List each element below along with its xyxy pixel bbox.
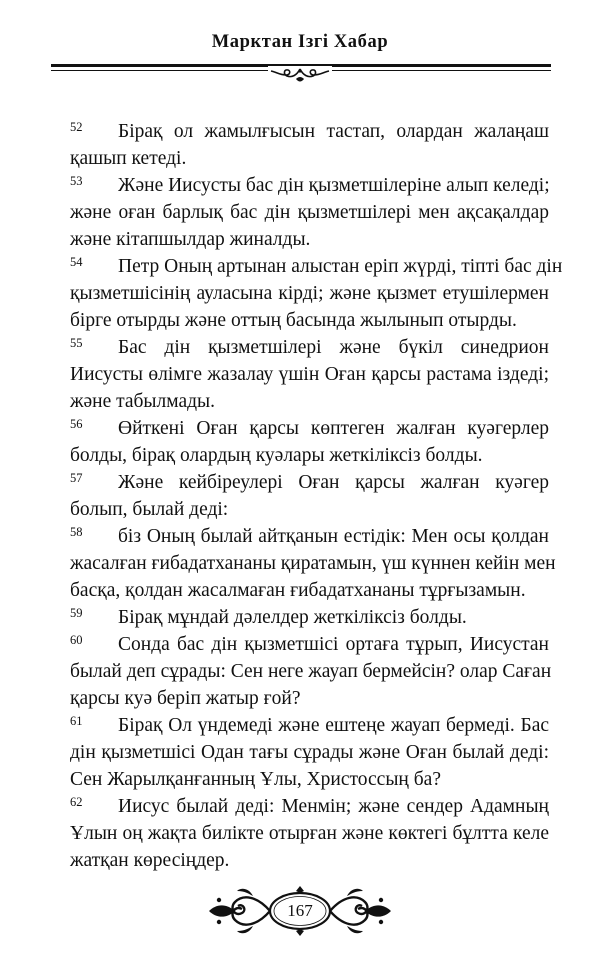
verse-line xyxy=(52,550,556,577)
verse-line-text: және оған барлық бас дін қызметшілері мен ақсақалдар xyxy=(70,202,549,223)
verse-line xyxy=(52,658,552,685)
verse-55 xyxy=(52,334,549,415)
verse-line-text: Өйткені Оған қарсы көптеген жалған куәгерлер xyxy=(118,418,549,439)
verse-line-text: қашып кетеді. xyxy=(70,148,187,169)
verse-line-text: Иисус былай деді: Менмін; және сендер Адамның xyxy=(118,796,549,817)
verse-number: 62 xyxy=(70,795,83,809)
verse-line-text: Бас дін қызметшілері және бүкіл синедрион xyxy=(118,337,549,358)
verse-line xyxy=(52,253,563,280)
verse-line-text: былай деп сұрады: Сен неге жауап бермейсін? олар Саған xyxy=(70,661,552,682)
verse-line xyxy=(52,442,549,469)
verse-56 xyxy=(52,415,549,469)
verse-line-text: Ұлын оң жақта билікте отырған және көктегі бұлтта келе xyxy=(70,823,549,844)
verse-line-text: Сонда бас дін қызметшісі ортаға тұрып, Иисустан xyxy=(118,634,549,655)
verse-line-text: қарсы куә беріп жатыр ғой? xyxy=(70,688,301,709)
verse-line xyxy=(52,712,549,739)
verse-line xyxy=(52,847,549,874)
verse-60 xyxy=(52,631,552,712)
verse-line xyxy=(52,469,549,496)
verse-number: 56 xyxy=(70,417,83,431)
verse-57 xyxy=(52,469,549,523)
verse-line xyxy=(52,334,549,361)
verse-line xyxy=(52,604,549,631)
verse-line xyxy=(52,226,549,253)
verse-line-text: Және Иисусты бас дін қызметшілеріне алып келеді; xyxy=(118,175,550,196)
verse-line xyxy=(52,118,549,145)
verse-line xyxy=(52,766,549,793)
verse-line xyxy=(52,577,549,604)
verse-number: 59 xyxy=(70,606,83,620)
verse-line xyxy=(52,172,549,199)
verse-line-text: болды, бірақ олардың куәлары жеткіліксіз болды. xyxy=(70,445,483,466)
running-title: Марктан Ізгі Хабар xyxy=(211,32,389,52)
verse-61 xyxy=(52,712,549,793)
verse-line xyxy=(52,793,549,820)
verse-line xyxy=(52,145,549,172)
verse-line xyxy=(52,496,549,523)
verse-line-text: және кітапшылдар жиналды. xyxy=(70,229,311,250)
verse-line xyxy=(52,199,549,226)
verse-line-text: Иисусты өлімге жазалау үшін Оған қарсы растама іздеді; xyxy=(70,364,549,385)
verse-number: 57 xyxy=(70,471,83,485)
verse-line xyxy=(52,415,549,442)
verse-58 xyxy=(52,523,556,604)
verse-number: 55 xyxy=(70,336,83,350)
verse-line-text: Петр Оның артынан алыстан еріп жүрді, тіпті бас дін xyxy=(118,256,563,277)
verse-62 xyxy=(52,793,549,874)
header-flourish-icon xyxy=(268,66,332,86)
verse-59 xyxy=(52,604,549,631)
verse-53 xyxy=(52,172,549,253)
verse-line-text: және табылмады. xyxy=(70,391,216,412)
verse-line xyxy=(52,685,549,712)
verse-line-text: жатқан көресіңдер. xyxy=(70,850,230,871)
verse-number: 52 xyxy=(70,120,83,134)
verse-line-text: біз Оның былай айтқанын естідік: Мен осы қолдан xyxy=(118,526,549,547)
verse-52 xyxy=(52,118,549,172)
verse-line-text: Бірақ Ол үндемеді және ештеңе жауап бермеді. Бас xyxy=(118,715,549,736)
verse-line xyxy=(52,523,549,550)
verse-line-text: Және кейбіреулері Оған қарсы жалған куәгер xyxy=(118,472,549,493)
verse-line xyxy=(52,820,549,847)
verse-line xyxy=(52,631,549,658)
verse-number: 53 xyxy=(70,174,83,188)
verse-line-text: басқа, қолдан жасалмаған ғибадатхананы тұрғызамын. xyxy=(70,580,526,601)
verse-text-block xyxy=(52,118,563,874)
verse-number: 61 xyxy=(70,714,83,728)
verse-line-text: дін қызметшісі Одан тағы сұрады және Оған былай деді: xyxy=(70,742,549,763)
verse-line-text: болып, былай деді: xyxy=(70,499,229,520)
verse-line-text: жасалған ғибадатхананы қиратамын, үш күннен кейін мен xyxy=(70,553,556,574)
verse-number: 60 xyxy=(70,633,83,647)
verse-line-text: бірге отырды және оттың басында жылынып отырды. xyxy=(70,310,517,331)
verse-line xyxy=(52,361,549,388)
verse-number: 58 xyxy=(70,525,83,539)
verse-line-text: қызметшісінің ауласына кірді; және қызмет етушілермен xyxy=(70,283,549,304)
verse-line-text: Бірақ мұндай дәлелдер жеткіліксіз болды. xyxy=(118,607,467,628)
page-number: 167 xyxy=(287,901,313,920)
verse-54 xyxy=(52,253,563,334)
verse-line xyxy=(52,280,549,307)
verse-line-text: Сен Жарылқанғанның Ұлы, Христоссың ба? xyxy=(70,769,441,790)
verse-line xyxy=(52,388,549,415)
verse-number: 54 xyxy=(70,255,83,269)
verse-line xyxy=(52,307,549,334)
verse-line xyxy=(52,739,549,766)
verse-line-text: Бірақ ол жамылғысын тастап, олардан жалаңаш xyxy=(118,121,549,142)
